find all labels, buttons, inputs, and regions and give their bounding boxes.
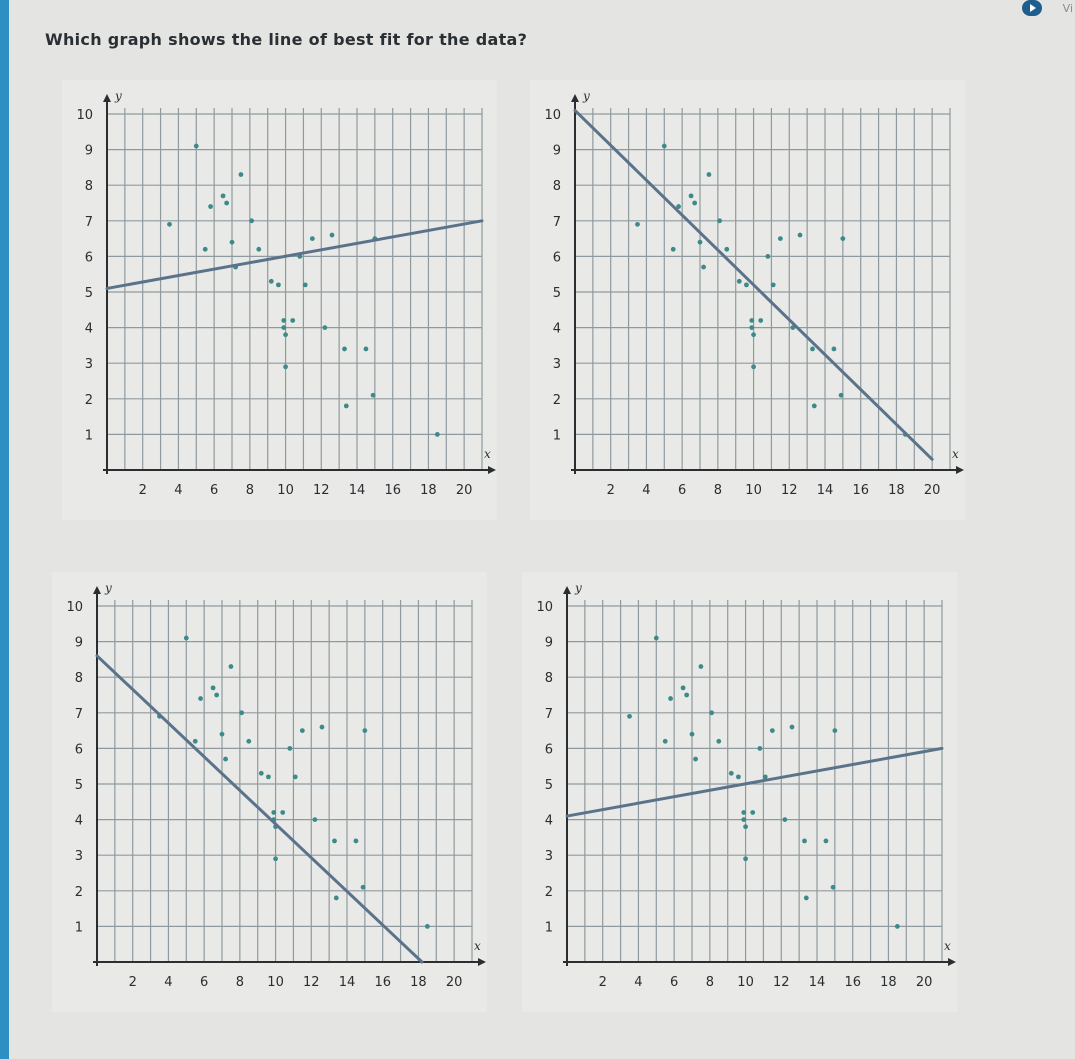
data-point [303,282,308,287]
data-point [273,856,278,861]
data-point [693,757,698,762]
plot-background [62,80,497,520]
play-button[interactable] [1022,0,1042,16]
question-text: Which graph shows the line of best fit for the data? [45,30,528,49]
x-tick-label: 12 [303,975,320,990]
data-point [802,839,807,844]
x-tick-label: 14 [348,483,366,498]
data-point [798,233,803,238]
x-tick-label: 10 [737,975,754,990]
scatter-plot [522,572,957,1012]
data-point [224,201,229,206]
play-icon [1030,4,1036,12]
data-point [364,347,369,352]
data-point [281,325,286,330]
data-point [782,817,787,822]
data-point [271,810,276,815]
data-point [266,774,271,779]
y-tick-label: 2 [84,392,93,408]
data-point [701,265,706,270]
data-point [287,746,292,751]
data-point [840,236,845,241]
x-tick-label: 12 [773,975,790,990]
data-point [293,774,298,779]
x-tick-label: 18 [888,483,905,498]
data-point [690,732,695,737]
data-point [259,771,264,776]
data-point [684,693,689,698]
data-point [832,728,837,733]
data-point [758,318,763,323]
x-tick-label: 6 [670,975,679,990]
data-point [729,771,734,776]
data-point [320,725,325,730]
x-tick-label: 16 [852,483,869,498]
data-point [770,728,775,733]
data-point [281,318,286,323]
x-tick-label: 6 [210,483,219,498]
x-tick-label: 4 [174,483,183,498]
data-point [246,739,251,744]
data-point [322,325,327,330]
y-axis-label: y [583,89,590,103]
y-tick-label: 7 [84,214,93,230]
data-point [342,347,347,352]
data-point [736,774,741,779]
data-point [741,810,746,815]
data-point [230,240,235,245]
data-point [203,247,208,252]
data-point [220,732,225,737]
data-point [744,282,749,287]
x-tick-label: 10 [267,975,284,990]
data-point [765,254,770,259]
y-tick-label: 3 [544,849,553,865]
data-point [239,172,244,177]
data-point [290,318,295,323]
data-point [276,282,281,287]
data-point [332,839,337,844]
x-axis-label: x [484,447,491,461]
data-point [214,693,219,698]
y-tick-label: 10 [76,108,93,123]
data-point [743,824,748,829]
y-tick-label: 6 [84,250,93,266]
x-tick-label: 2 [606,483,615,498]
y-tick-label: 1 [74,920,83,936]
x-tick-label: 16 [384,483,401,498]
data-point [193,739,198,744]
data-point [778,236,783,241]
y-tick-label: 9 [544,635,553,651]
data-point [312,817,317,822]
x-tick-label: 18 [410,975,427,990]
data-point [310,236,315,241]
x-tick-label: 12 [781,483,798,498]
y-tick-label: 10 [544,108,561,123]
y-tick-label: 4 [552,321,561,337]
x-tick-label: 4 [634,975,643,990]
y-tick-label: 5 [84,286,93,301]
data-point [832,347,837,352]
x-tick-label: 8 [235,975,244,990]
data-point [724,247,729,252]
y-tick-label: 9 [552,143,561,159]
data-point [757,746,762,751]
x-tick-label: 2 [138,483,147,498]
plot-background [52,572,487,1012]
x-tick-label: 20 [915,975,933,990]
x-tick-label: 6 [200,975,209,990]
data-point [717,218,722,223]
data-point [716,739,721,744]
data-point [699,664,704,669]
data-point [749,318,754,323]
data-point [743,856,748,861]
y-tick-label: 2 [74,884,83,900]
data-point [435,432,440,437]
x-tick-label: 20 [923,483,941,498]
data-point [749,325,754,330]
x-tick-label: 16 [844,975,861,990]
scatter-plot [52,572,487,1012]
data-point [751,332,756,337]
x-tick-label: 14 [808,975,826,990]
y-tick-label: 8 [74,671,83,687]
data-point [344,404,349,409]
data-point [790,725,795,730]
data-point [283,364,288,369]
y-tick-label: 4 [74,813,83,829]
data-point [698,240,703,245]
y-tick-label: 3 [74,849,83,865]
data-point [692,201,697,206]
data-point [425,924,430,929]
x-axis-label: x [474,939,481,953]
data-point [741,817,746,822]
data-point [635,222,640,227]
y-tick-label: 2 [544,884,553,900]
y-axis-label: y [115,89,122,103]
data-point [671,247,676,252]
y-axis-label: y [105,581,112,595]
data-point [208,204,213,209]
x-tick-label: 12 [313,483,330,498]
scatter-plot [62,80,497,520]
plot-background [530,80,965,520]
y-tick-label: 8 [544,671,553,687]
y-tick-label: 5 [74,778,83,793]
data-point [194,144,199,149]
data-point [330,233,335,238]
plot-background [522,572,957,1012]
data-point [812,404,817,409]
data-point [167,222,172,227]
graph-option-top-right[interactable] [530,80,965,520]
data-point [221,193,226,198]
data-point [223,757,228,762]
data-point [804,896,809,901]
data-point [831,885,836,890]
x-tick-label: 18 [880,975,897,990]
data-point [663,739,668,744]
x-tick-label: 4 [642,483,651,498]
data-point [810,347,815,352]
data-point [627,714,632,719]
y-tick-label: 2 [552,392,561,408]
data-point [681,685,686,690]
left-accent-bar [0,0,9,1059]
data-point [709,710,714,715]
x-axis-label: x [944,939,951,953]
x-tick-label: 2 [128,975,137,990]
y-tick-label: 1 [552,428,561,444]
y-tick-label: 1 [84,428,93,444]
y-tick-label: 9 [74,635,83,651]
data-point [211,685,216,690]
y-tick-label: 10 [66,600,83,615]
data-point [689,193,694,198]
y-tick-label: 3 [84,357,93,373]
data-point [750,810,755,815]
y-tick-label: 8 [552,179,561,195]
y-tick-label: 1 [544,920,553,936]
data-point [707,172,712,177]
data-point [300,728,305,733]
y-tick-label: 7 [552,214,561,230]
y-tick-label: 8 [84,179,93,195]
y-tick-label: 5 [544,778,553,793]
data-point [737,279,742,284]
x-tick-label: 8 [705,975,714,990]
graph-option-bottom-left[interactable] [52,572,487,1012]
x-tick-label: 20 [455,483,473,498]
data-point [283,332,288,337]
data-point [668,696,673,701]
top-label: Vi [1062,2,1073,15]
x-tick-label: 10 [745,483,762,498]
data-point [184,636,189,641]
data-point [256,247,261,252]
y-tick-label: 6 [552,250,561,266]
y-tick-label: 3 [552,357,561,373]
data-point [751,364,756,369]
scatter-plot [530,80,965,520]
y-tick-label: 10 [536,600,553,615]
y-tick-label: 7 [544,706,553,722]
data-point [771,282,776,287]
x-tick-label: 14 [816,483,834,498]
x-tick-label: 14 [338,975,356,990]
y-tick-label: 4 [544,813,553,829]
data-point [839,393,844,398]
data-point [229,664,234,669]
y-axis-label: y [575,581,582,595]
data-point [362,728,367,733]
data-point [269,279,274,284]
data-point [824,839,829,844]
data-point [361,885,366,890]
x-axis-label: x [952,447,959,461]
y-tick-label: 7 [74,706,83,722]
x-tick-label: 8 [713,483,722,498]
x-tick-label: 20 [445,975,463,990]
y-tick-label: 4 [84,321,93,337]
data-point [334,896,339,901]
data-point [198,696,203,701]
x-tick-label: 4 [164,975,173,990]
x-tick-label: 18 [420,483,437,498]
graph-option-top-left[interactable] [62,80,497,520]
x-tick-label: 6 [678,483,687,498]
x-tick-label: 10 [277,483,294,498]
data-point [371,393,376,398]
x-tick-label: 2 [598,975,607,990]
x-tick-label: 16 [374,975,391,990]
data-point [895,924,900,929]
data-point [280,810,285,815]
data-point [654,636,659,641]
y-tick-label: 9 [84,143,93,159]
top-toolbar [1015,0,1075,18]
y-tick-label: 6 [544,742,553,758]
data-point [249,218,254,223]
y-tick-label: 6 [74,742,83,758]
data-point [662,144,667,149]
data-point [354,839,359,844]
x-tick-label: 8 [245,483,254,498]
y-tick-label: 5 [552,286,561,301]
data-point [239,710,244,715]
graph-option-bottom-right[interactable] [522,572,957,1012]
